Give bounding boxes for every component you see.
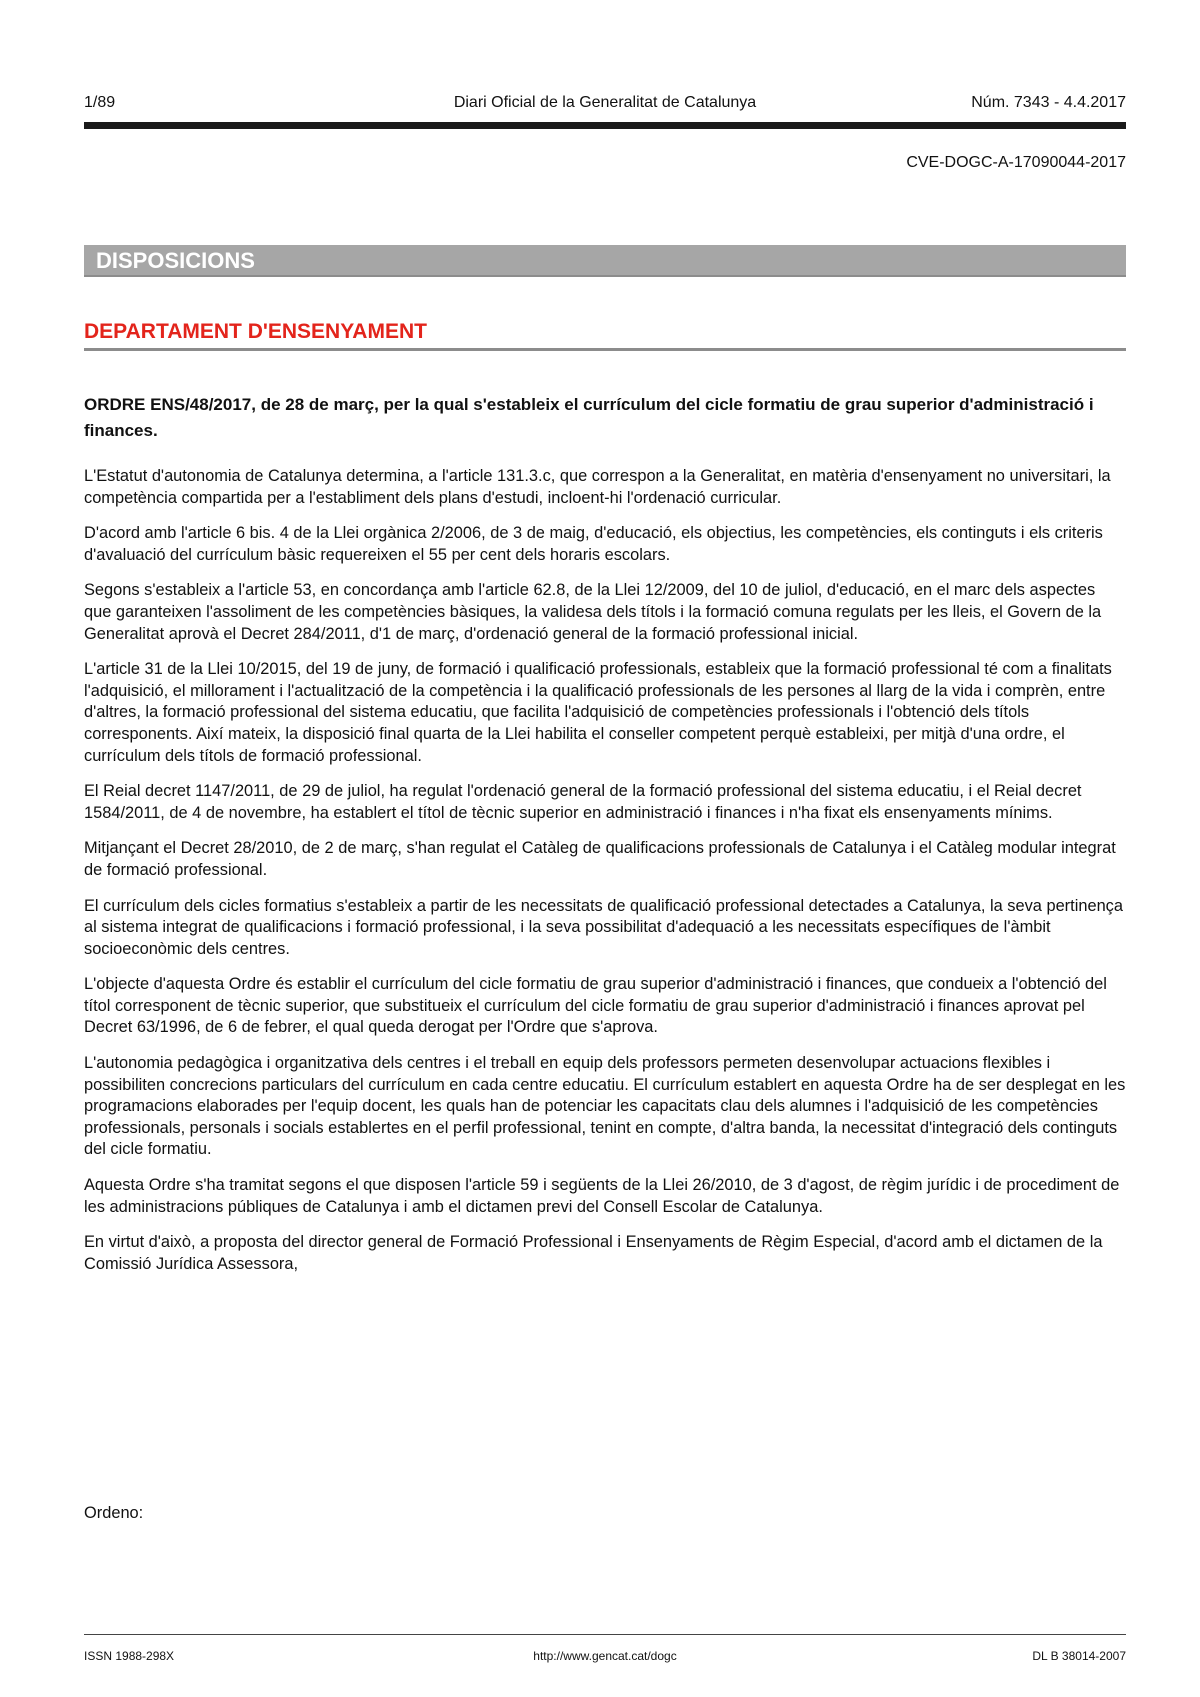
section-banner xyxy=(84,245,1126,277)
paragraph: Mitjançant el Decret 28/2010, de 2 de març, s'han regulat el Catàleg de qualificacions professionals de Catalunya i el Catàleg modular integrat de formació professional. xyxy=(84,839,1116,879)
department-title: DEPARTAMENT D'ENSENYAMENT xyxy=(84,320,427,343)
order-title: ORDRE ENS/48/2017, de 28 de març, per la qual s'estableix el currículum del cicle formatiu de grau superior d'administració i finances. xyxy=(84,395,1094,440)
page-header xyxy=(84,94,1126,116)
paragraph: L'autonomia pedagògica i organitzativa dels centres i el treball en equip dels professors permeten desenvolupar actuacions flexibles i possibiliten concrecions particulars del currículum en cada centre educatiu. El currículum establert en aquesta Ordre ha de ser desplegat en les programacions elaborades per l'equip docent, les quals han de potenciar les capacitats clau dels alumnes i l'adquisició de les competències professionals, personals i socials establertes en el perfil professional, tenint en compte, d'altra banda, la necessitat d'integració dels continguts del cicle formatiu. xyxy=(84,1054,1126,1159)
issn: ISSN 1988-298X xyxy=(84,1649,175,1663)
paragraph: El Reial decret 1147/2011, de 29 de juliol, ha regulat l'ordenació general de la formació professional del sistema educatiu, i el Reial decret 1584/2011, de 4 de novembre, ha establert el títol de tècnic superior en administració i finances i n'ha fixat els ensenyaments mínims. xyxy=(84,782,1082,822)
legal-deposit: DL B 38014-2007 xyxy=(1032,1649,1126,1663)
cve-code: CVE-DOGC-A-17090044-2017 xyxy=(906,154,1126,171)
paragraph: Segons s'estableix a l'article 53, en concordança amb l'article 62.8, de la Llei 12/2009, del 10 de juliol, d'educació, en el marc dels aspectes que garanteixen l'assoliment de les competències bàsiques, la validesa dels títols i la formació comuna regulats per les lleis, el Govern de la Generalitat aprovà el Decret 284/2011, d'1 de març, d'ordenació general de la formació professional inicial. xyxy=(84,581,1102,643)
footer-link[interactable]: http://www.gencat.cat/dogc xyxy=(533,1649,677,1663)
issue-number: Núm. 7343 - 4.4.2017 xyxy=(971,94,1126,111)
page-number: 1/89 xyxy=(84,94,116,111)
paragraph: En virtut d'això, a proposta del director general de Formació Professional i Ensenyaments de Règim Especial, d'acord amb el dictamen de la Comissió Jurídica Assessora, xyxy=(84,1233,1103,1273)
document-body xyxy=(84,466,1126,1289)
section-title: DISPOSICIONS xyxy=(96,248,255,273)
department-divider xyxy=(84,348,1126,351)
paragraph: L'Estatut d'autonomia de Catalunya determina, a l'article 131.3.c, que correspon a la Generalitat, en matèria d'ensenyament no universitari, la competència compartida per a l'establiment dels plans d'estudi, incloent-hi l'ordenació curricular. xyxy=(84,467,1111,507)
paragraph: L'objecte d'aquesta Ordre és establir el currículum del cicle formatiu de grau superior d'administració i finances, que condueix a l'obtenció del títol corresponent de tècnic superior, que substitueix el currículum del cicle formatiu de grau superior d'administració i finances aprovat pel Decret 63/1996, de 6 de febrer, el qual queda derogat per l'Ordre que s'aprova. xyxy=(84,975,1107,1037)
paragraph: D'acord amb l'article 6 bis. 4 de la Llei orgànica 2/2006, de 3 de maig, d'educació, els objectius, les competències, els continguts i els criteris d'avaluació del currículum bàsic requereixen el 55 per cent dels horaris escolars. xyxy=(84,524,1103,564)
closing-word: Ordeno: xyxy=(84,1504,144,1522)
footer-divider xyxy=(84,1634,1126,1635)
paragraph: El currículum dels cicles formatius s'estableix a partir de les necessitats de qualificació professional detectades a Catalunya, la seva pertinença al sistema integrat de qualificacions i formació professional, i la seva possibilitat d'adequació a les necessitats específiques de l'àmbit socioeconòmic dels centres. xyxy=(84,896,1123,958)
publication-name: Diari Oficial de la Generalitat de Catalunya xyxy=(453,94,757,111)
paragraph: L'article 31 de la Llei 10/2015, del 19 de juny, de formació i qualificació professionals, estableix que la formació professional té com a finalitats l'adquisició, el millorament i l'actualització de la competència i la qualificació professionals de les persones al llarg de la vida i comprèn, entre d'altres, la formació professional del sistema educatiu, que facilita l'adquisició de competències professionals i l'obtenció dels títols corresponents. Així mateix, la disposició final quarta de la Llei habilita el conseller competent perquè estableixi, per mitjà d'una ordre, el currículum dels títols de formació professional. xyxy=(84,660,1112,765)
header-divider xyxy=(84,122,1126,129)
paragraph: Aquesta Ordre s'ha tramitat segons el que disposen l'article 59 i següents de la Llei 26/2010, de 3 d'agost, de règim jurídic i de procediment de les administracions públiques de Catalunya i amb el dictamen previ del Consell Escolar de Catalunya. xyxy=(84,1176,1120,1216)
